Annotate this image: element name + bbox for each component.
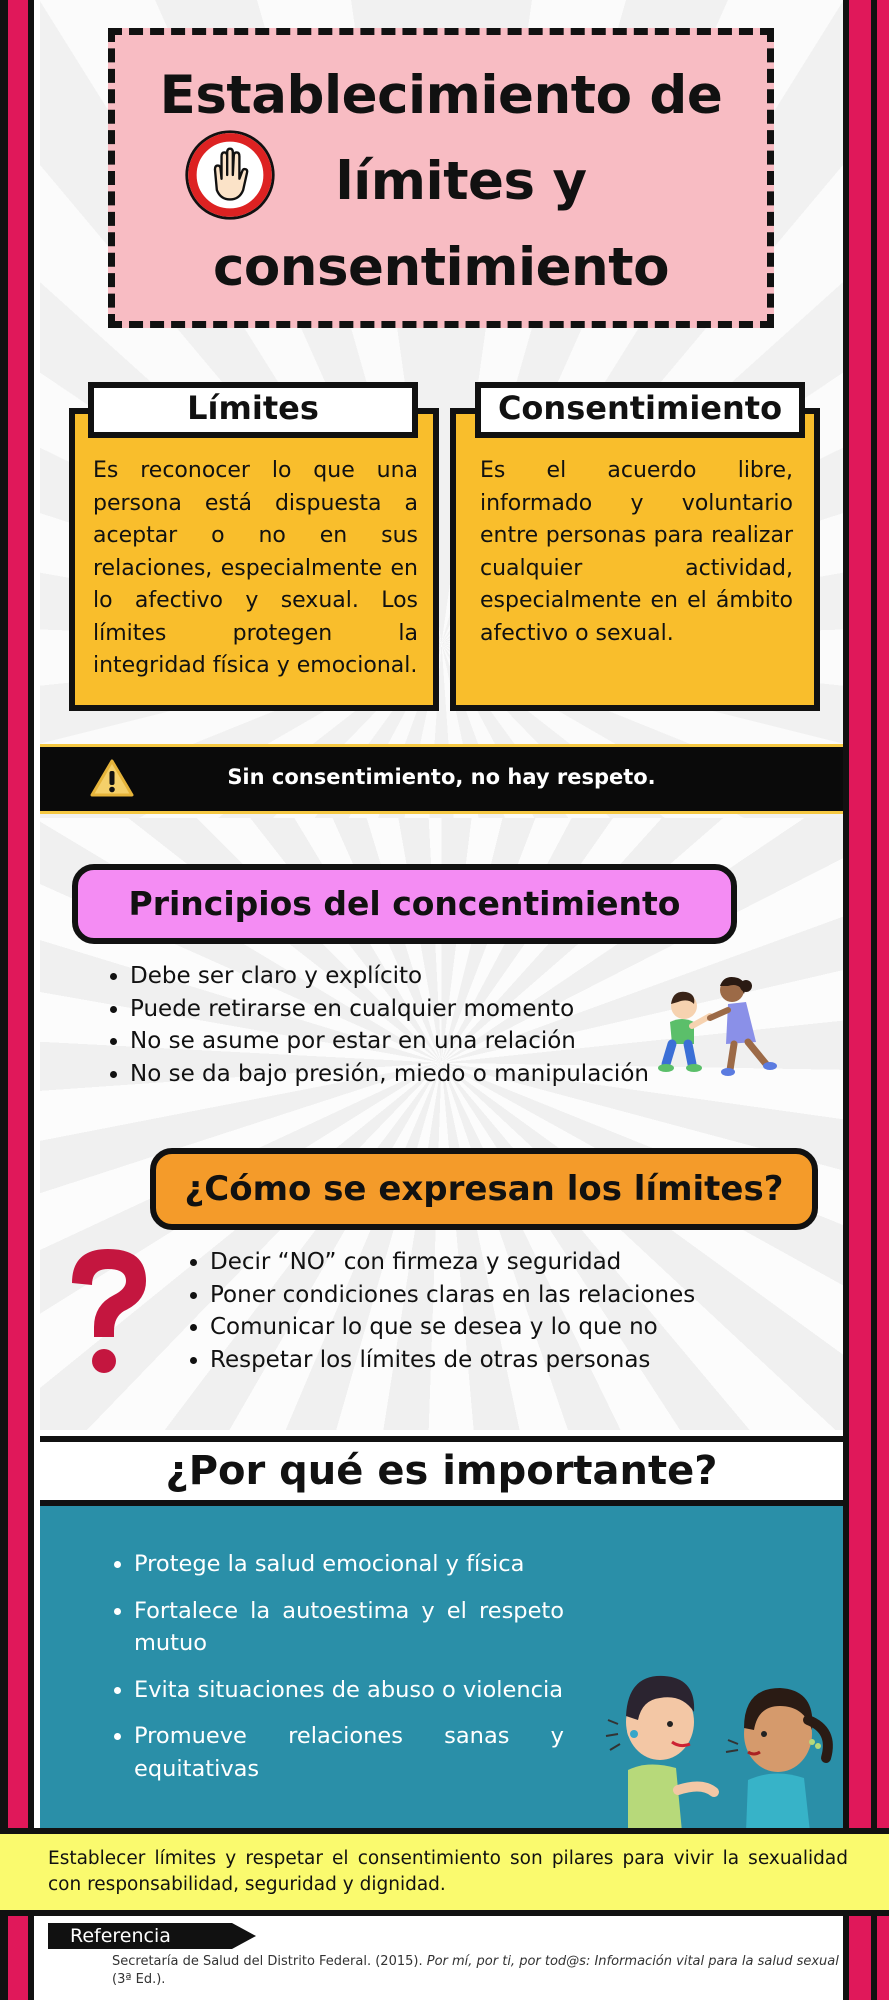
- limites-card-text: Es reconocer lo que una persona está dispuesta a aceptar o no en sus relaciones, especialmente en lo afectivo y sexual. Los límites protegen la integridad física y emocional.: [93, 458, 418, 678]
- warning-text: Sin consentimiento, no hay respeto.: [227, 765, 656, 789]
- reference-label: Referencia: [70, 1925, 171, 1947]
- list-item: • Evita situaciones de abuso o violencia: [134, 1674, 564, 1707]
- title-line-3: consentimiento: [212, 237, 670, 298]
- right-side-bar: [843, 0, 889, 2000]
- express-list: [172, 1246, 772, 1376]
- title-line-1: Establecimiento de: [159, 65, 723, 126]
- children-illustration: [648, 972, 790, 1080]
- principles-heading: Principios del concentimiento: [72, 864, 737, 944]
- limites-card-heading: Límites: [88, 382, 418, 438]
- title-line-2: límites y: [335, 151, 587, 212]
- list-item: • Fortalece la autoestima y el respeto mutuo: [134, 1595, 564, 1660]
- why-list: [94, 1548, 564, 1799]
- reference-text: Secretaría de Salud del Distrito Federal. (2015). Por mí, por ti, por tod@s: Información vital para la salud sexual (3ª Ed.).: [112, 1954, 839, 1987]
- list-item: • Protege la salud emocional y física: [134, 1548, 564, 1581]
- question-mark-icon: [62, 1243, 154, 1378]
- consentimiento-card-text: Es el acuerdo libre, informado y voluntario entre personas para realizar cualquier actividad, especialmente en el ámbito afectivo o sexual.: [480, 458, 793, 646]
- talking-children-illustration: [598, 1650, 843, 1832]
- list-item: • Respetar los límites de otras personas: [210, 1344, 772, 1377]
- left-side-bar: [0, 0, 34, 2000]
- list-item: • Decir “NO” con firmeza y seguridad: [210, 1246, 772, 1279]
- express-heading: ¿Cómo se expresan los límites?: [150, 1148, 818, 1230]
- list-item: • No se da bajo presión, miedo o manipulación: [130, 1058, 652, 1091]
- list-item: • Debe ser claro y explícito: [130, 960, 652, 993]
- conclusion-text: Establecer límites y respetar el consentimiento son pilares para vivir la sexualidad con responsabilidad, seguridad y dignidad.: [48, 1848, 848, 1895]
- list-item: • Promueve relaciones sanas y equitativas: [134, 1720, 564, 1785]
- list-item: • Puede retirarse en cualquier momento: [130, 993, 652, 1026]
- why-heading: ¿Por qué es importante?: [40, 1436, 843, 1506]
- list-item: • No se asume por estar en una relación: [130, 1025, 652, 1058]
- principles-list: [92, 960, 652, 1090]
- list-item: • Comunicar lo que se desea y lo que no: [210, 1311, 772, 1344]
- stop-hand-icon: [183, 128, 277, 222]
- consentimiento-card-heading: Consentimiento: [475, 382, 805, 438]
- list-item: • Poner condiciones claras en las relaciones: [210, 1279, 772, 1312]
